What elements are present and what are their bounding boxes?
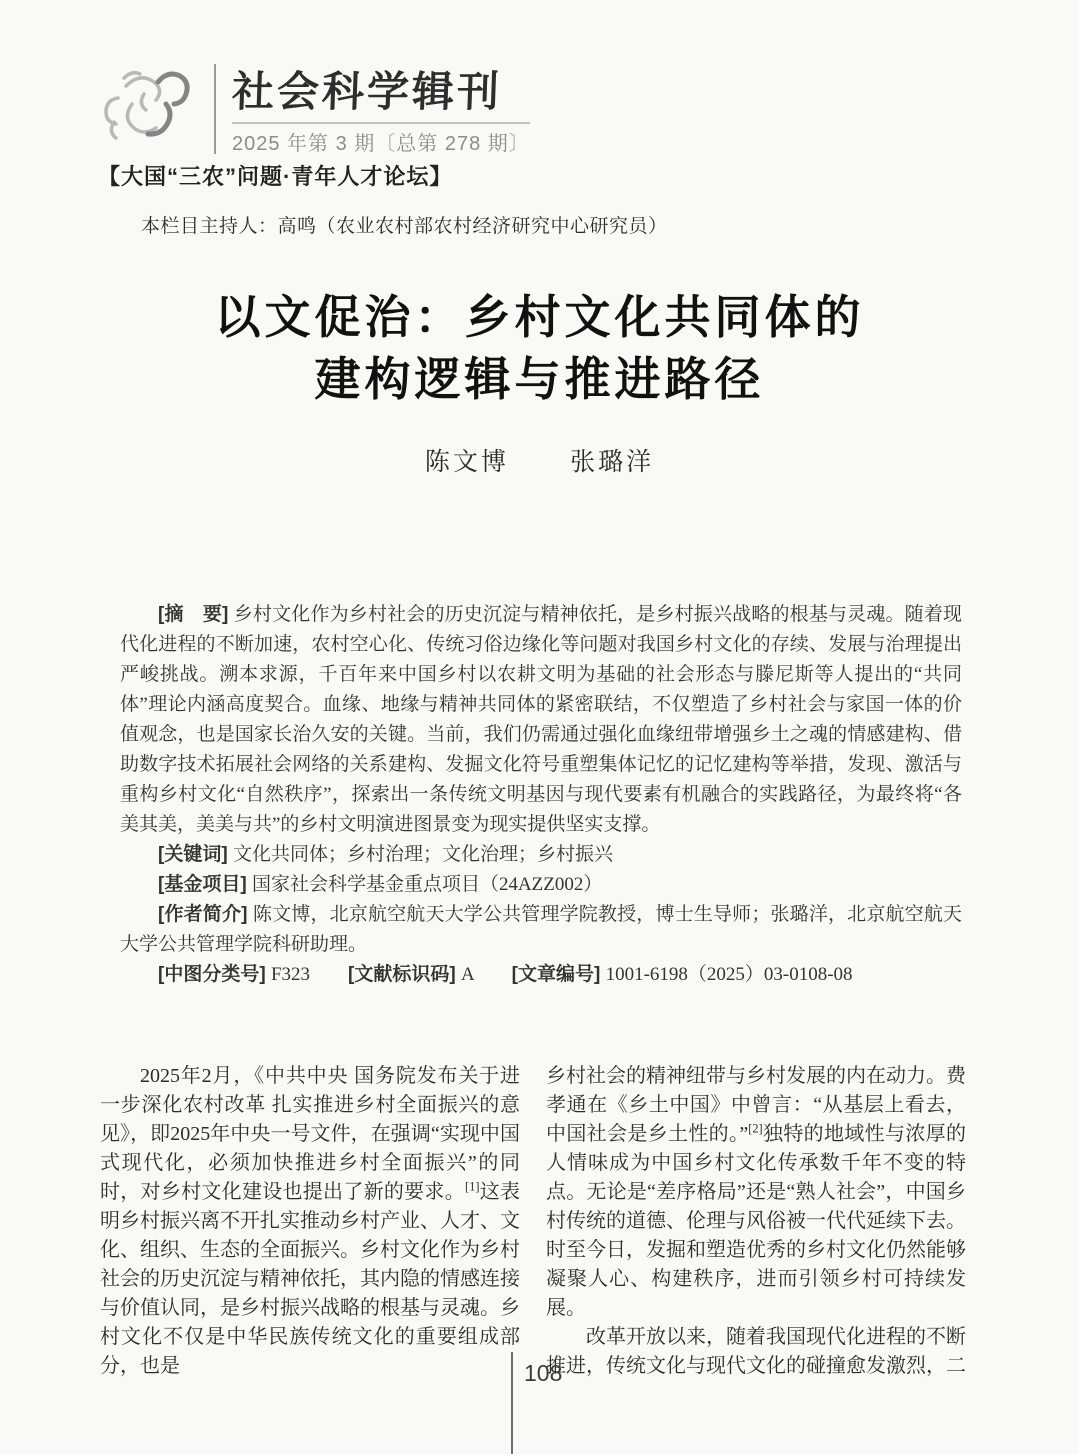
forum-host-line: 本栏目主持人：高鸣（农业农村部农村经济研究中心研究员） — [141, 216, 668, 237]
forum-section-title: 【大国“三农”问题·青年人才论坛】 — [98, 164, 453, 189]
body-right-column — [546, 1062, 966, 1381]
phoenix-logo-icon — [96, 64, 206, 154]
footnote-ref: [2] — [748, 1121, 763, 1136]
article-title-line2: 建构逻辑与推进路径 — [314, 352, 765, 406]
author-2: 张璐洋 — [570, 449, 655, 476]
issue-line: 2025 年第 3 期〔总第 278 期〕 — [232, 122, 530, 156]
body-text — [100, 1062, 966, 1381]
body-left-column — [100, 1062, 520, 1381]
footer-divider — [511, 1352, 513, 1454]
paragraph: [关键词] 文化共同体；乡村治理；文化治理；乡村振兴 — [158, 844, 613, 865]
masthead-text — [214, 64, 530, 154]
article-title — [0, 286, 1079, 410]
paragraph: 改革开放以来，随着我国现代化进程的不断推进，传统文化与现代文化的碰撞愈发激烈，二 — [546, 1326, 966, 1377]
paragraph: [中图分类号] F323 [文献标识码] A [文章编号] 1001-6198（2025）03-0108-08 — [158, 964, 853, 985]
author-1: 陈文博 — [424, 449, 509, 476]
author-names — [0, 442, 1079, 478]
page-number: 108 — [524, 1360, 563, 1386]
masthead — [96, 64, 530, 154]
paragraph: 2025年2月，《中共中央 国务院发布关于进一步深化农村改革 扎实推进乡村全面振兴的意见》，即2025年中央一号文件，在强调“实现中国式现代化，必须加快推进乡村全面振兴”的同时，对乡村文化建设也提出了新的要求。[1]这表明乡村振兴离不开扎实推动乡村产业、人才、文化、组织、生态的全面振兴。乡村文化作为乡村社会的历史沉淀与精神依托，其内隐的情感连接与价值认同，是乡村振兴战略的根基与灵魂。乡村文化不仅是中华民族传统文化的重要组成部分，也是 — [100, 1065, 521, 1377]
front-matter — [120, 600, 962, 990]
footnote-ref: [1] — [465, 1179, 480, 1194]
paragraph: [摘 要] 乡村文化作为乡村社会的历史沉淀与精神依托，是乡村振兴战略的根基与灵魂。随着现代化进程的不断加速，农村空心化、传统习俗边缘化等问题对我国乡村文化的存续、发展与治理提出严峻挑战。溯本求源，千百年来中国乡村以农耕文明为基础的社会形态与滕尼斯等人提出的“共同体”理论内涵高度契合。血缘、地缘与精神共同体的紧密联结，不仅塑造了乡村社会与家国一体的价值观念，也是国家长治久安的关键。当前，我们仍需通过强化血缘纽带增强乡土之魂的情感建构、借助数字技术拓展社会网络的关系建构、发掘文化符号重塑集体记忆的记忆建构等举措，发现、激活与重构乡村文化“自然秩序”，探索出一条传统文明基因与现代要素有机融合的实践路径，为最终将“各美其美，美美与共”的乡村文明演进图景变为现实提供坚实支撑。 — [120, 604, 962, 835]
journal-name: 社会科学辑刊 — [231, 67, 503, 116]
paragraph: 乡村社会的精神纽带与乡村发展的内在动力。费孝通在《乡土中国》中曾言：“从基层上看去，中国社会是乡土性的。”[2]独特的地域性与浓厚的人情味成为中国乡村文化传承数千年不变的特点。无论是“差序格局”还是“熟人社会”，中国乡村传统的道德、伦理与风俗被一代代延续下去。时至今日，发掘和塑造优秀的乡村文化仍然能够凝聚人心、构建秩序，进而引领乡村可持续发展。 — [546, 1065, 966, 1319]
paragraph: [作者简介] 陈文博，北京航空航天大学公共管理学院教授，博士生导师；张璐洋，北京航空航天大学公共管理学院科研助理。 — [120, 904, 962, 955]
paragraph: [基金项目] 国家社会科学基金重点项目（24AZZ002） — [158, 874, 603, 895]
article-title-line1: 以文促治：乡村文化共同体的 — [214, 290, 865, 344]
